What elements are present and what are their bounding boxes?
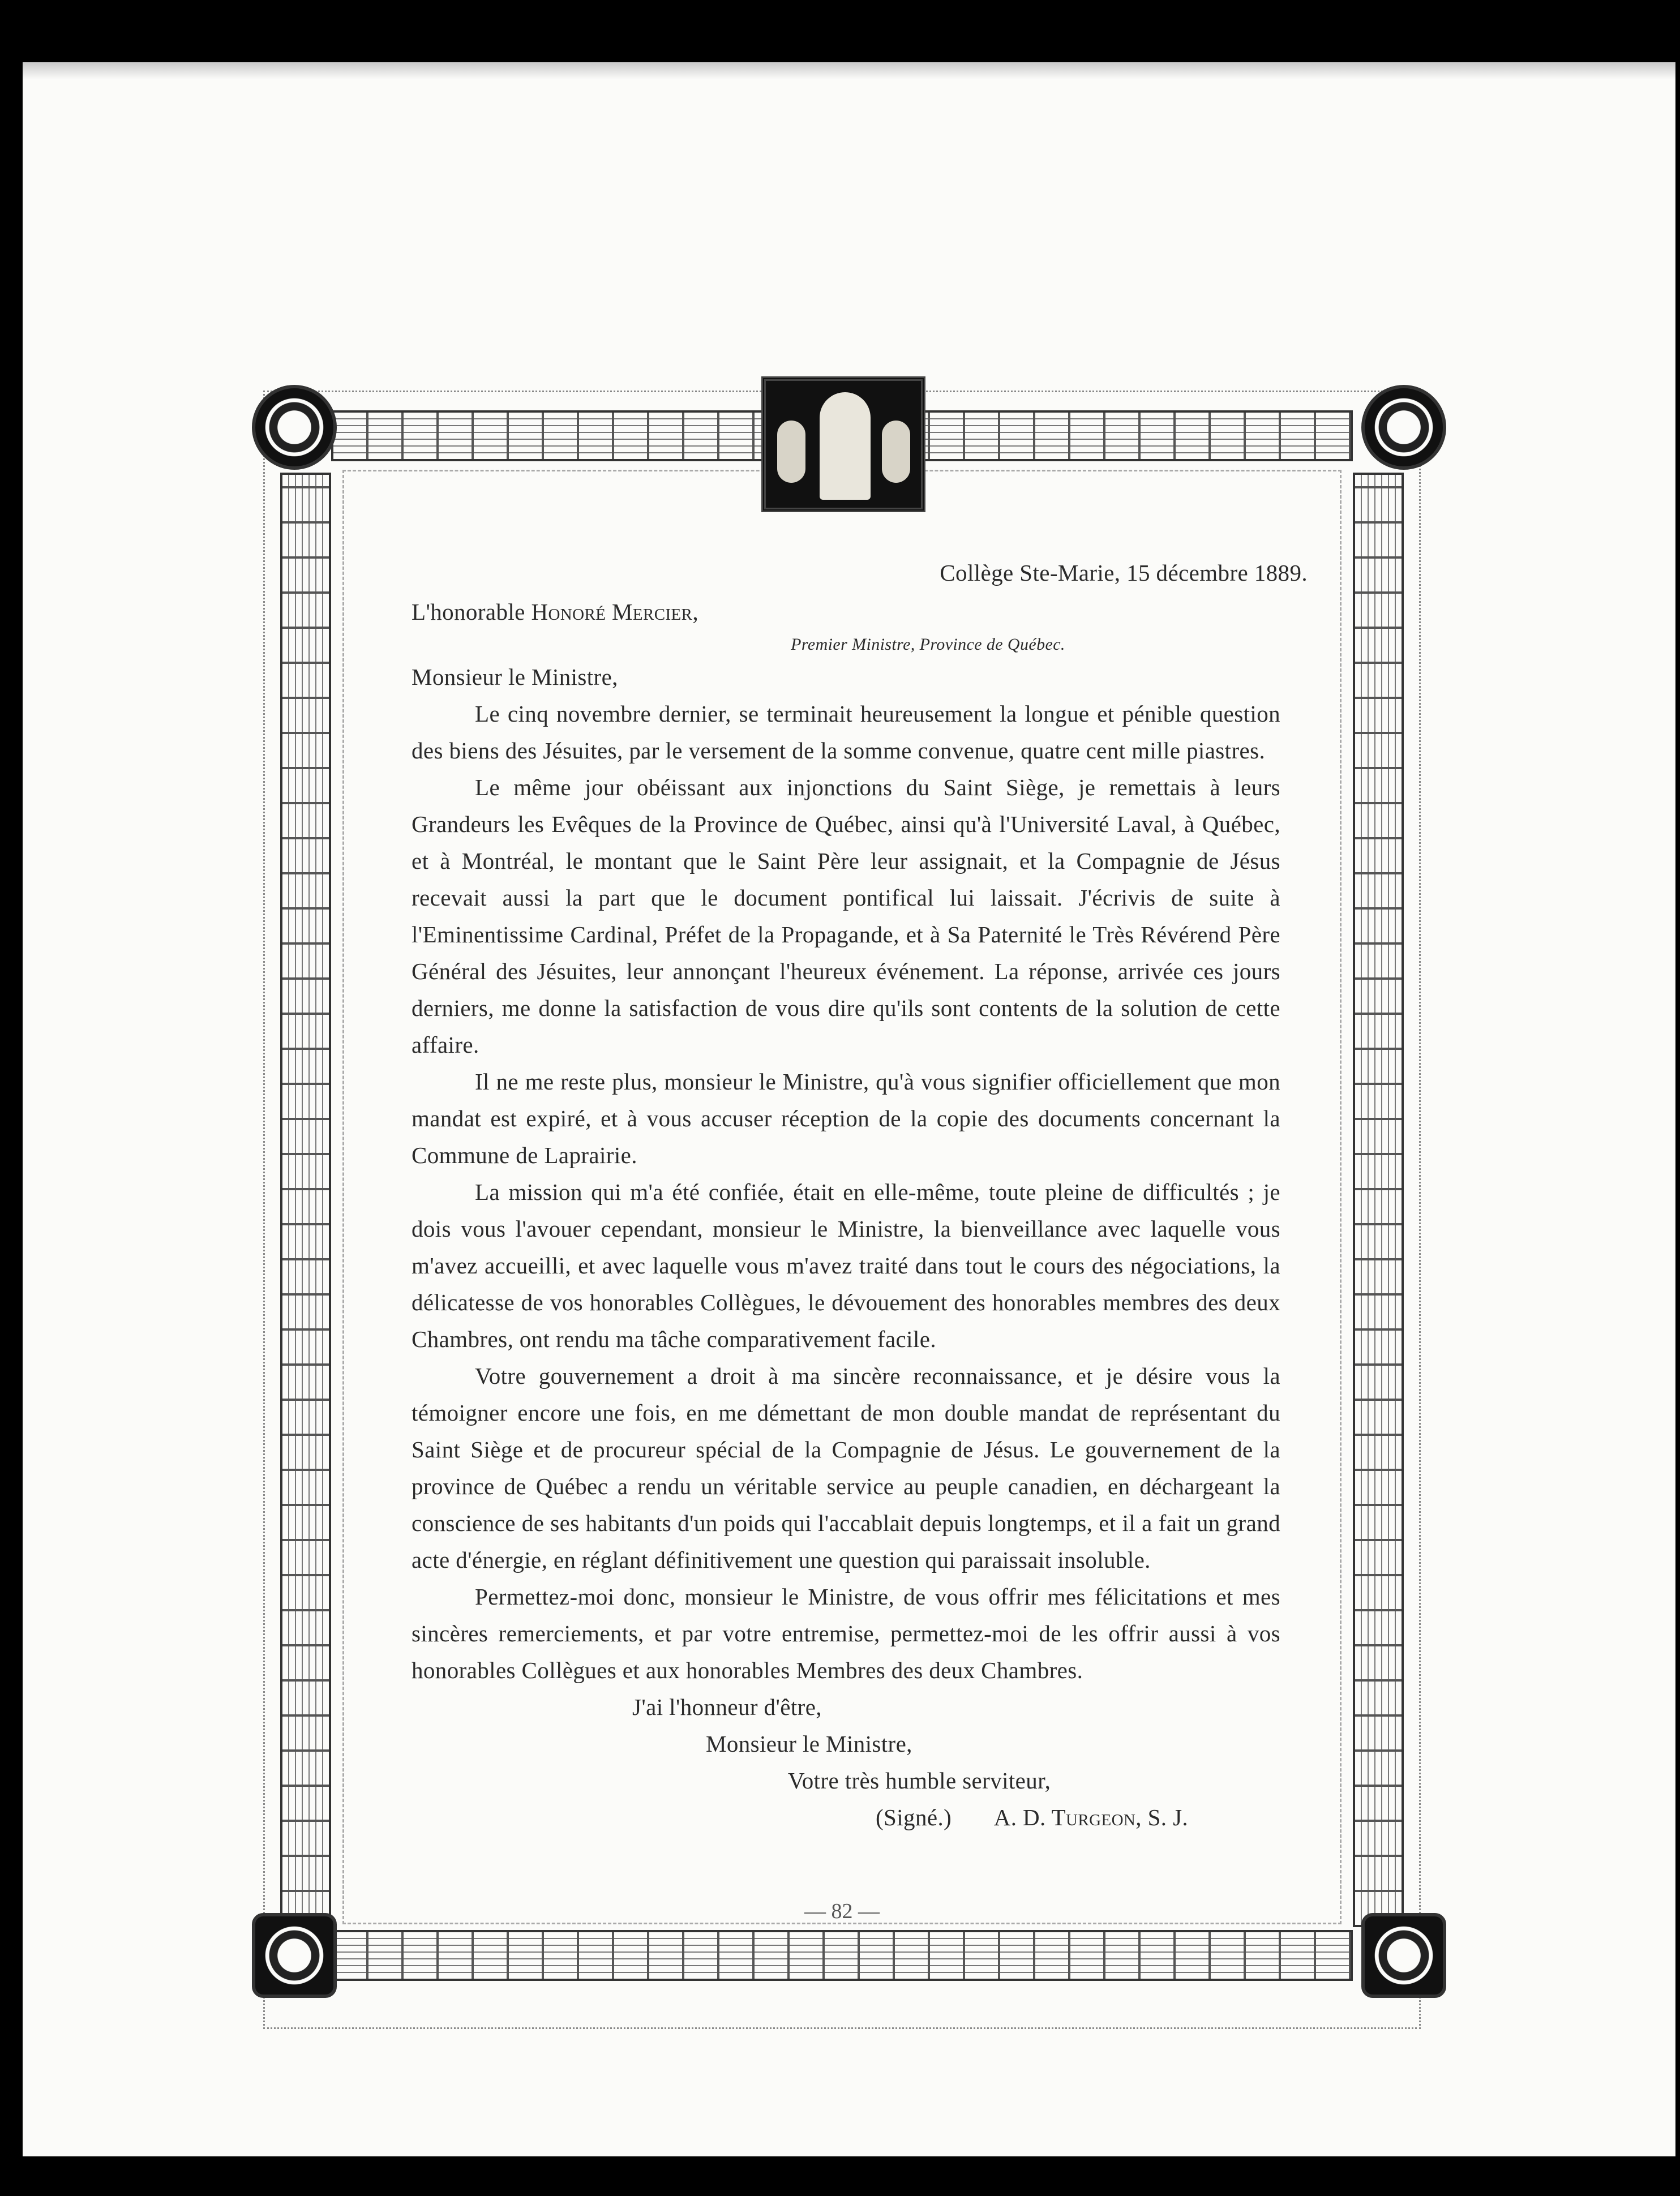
paragraph: Il ne me reste plus, monsieur le Ministre, qu'à vous signifier officiellement que mon mandat est expiré, et à vous accuser réception de la copie des documents concernant la Commune de Laprairie. bbox=[412, 1069, 1280, 1168]
letter-body bbox=[412, 555, 1308, 1836]
closing-line: Votre très humble serviteur, bbox=[788, 1768, 1051, 1794]
ornamental-frame bbox=[252, 376, 1432, 2043]
signature-line bbox=[412, 1799, 1280, 1836]
madonna-medallion-icon bbox=[761, 376, 925, 512]
greek-key-band-bottom bbox=[331, 1930, 1353, 1981]
signed-label: (Signé.) bbox=[876, 1804, 952, 1830]
signature: A. D. Turgeon, S. J. bbox=[993, 1804, 1189, 1830]
salutation: Monsieur le Ministre, bbox=[412, 664, 618, 690]
angel-figure-right bbox=[882, 421, 910, 483]
closing-line: J'ai l'honneur d'être, bbox=[632, 1694, 822, 1720]
page-number: — 82 — bbox=[804, 1899, 880, 1923]
corner-ornament-icon bbox=[1361, 1913, 1446, 1998]
addressee-prefix: L'honorable bbox=[412, 599, 525, 625]
angel-figure-left bbox=[777, 421, 805, 483]
addressee-title: Premier Ministre, Province de Québec. bbox=[791, 635, 1065, 654]
paragraph: Votre gouvernement a droit à ma sincère reconnaissance, et je désire vous la témoigner encore une fois, en me démettant de mon double mandat de représentant du Saint Siège et de procureur spécial de la Compagnie de Jésus. Le gouvernement de la province de Québec a rendu un véritable service au peuple canadien, en déchargeant la conscience de ses habitants d'un poids qui l'accablait depuis longtemps, et il a fait un grand acte d'énergie, en réglant définitivement une question qui paraissait insoluble. bbox=[412, 1363, 1280, 1573]
letter-date: Collège Ste-Marie, 15 décembre 1889. bbox=[940, 560, 1308, 586]
greek-key-band-right bbox=[1353, 473, 1404, 1927]
greek-key-band-left bbox=[280, 473, 331, 1927]
corner-emblem-icon bbox=[1361, 385, 1446, 470]
addressee bbox=[412, 594, 1280, 631]
paragraph: La mission qui m'a été confiée, était en elle-même, toute pleine de difficultés ; je dois vous l'avouer cependant, monsieur le Ministre, la bienveillance avec laquelle vous m'avez accueilli, et avec laquelle vous m'avez traité dans tout le cours des négociations, la délicatesse de vos honorables Collègues, le dévouement des honorables membres des deux Chambres, ont rendu ma tâche comparativement facile. bbox=[412, 1179, 1280, 1352]
corner-emblem-icon bbox=[252, 385, 337, 470]
madonna-figure bbox=[820, 392, 871, 500]
page-edge-shadow bbox=[23, 62, 1675, 79]
addressee-name: Honoré Mercier, bbox=[531, 599, 699, 625]
paragraph: Le même jour obéissant aux injonctions du Saint Siège, je remettais à leurs Grandeurs les Evêques de la Province de Québec, ainsi qu'à l'Université Laval, à Québec, et à Montréal, le montant que le Saint Père leur assignait, et la Compagnie de Jésus recevait aussi la part que le document pontifical lui laissait. J'écrivis de suite à l'Eminentissime Cardinal, Préfet de la Propagande, et à Sa Paternité le Très Révérend Père Général des Jésuites, leur annonçant l'heureux événement. La réponse, arrivée ces jours derniers, me donne la satisfaction de vous dire qu'ils sont contents de la solution de cette affaire. bbox=[412, 774, 1280, 1058]
corner-ornament-icon bbox=[252, 1913, 337, 1998]
paragraph: Le cinq novembre dernier, se terminait heureusement la longue et pénible question des biens des Jésuites, par le versement de la somme convenue, quatre cent mille piastres. bbox=[412, 701, 1280, 764]
paragraph: Permettez-moi donc, monsieur le Ministre, de vous offrir mes félicitations et mes sincères remerciements, et par votre entremise, permettez-moi de les offrir aussi à vos honorables Collègues et aux honorables Membres des deux Chambres. bbox=[412, 1584, 1280, 1683]
scan-bottom-edge bbox=[0, 2171, 1680, 2196]
closing-line: Monsieur le Ministre, bbox=[706, 1731, 912, 1757]
